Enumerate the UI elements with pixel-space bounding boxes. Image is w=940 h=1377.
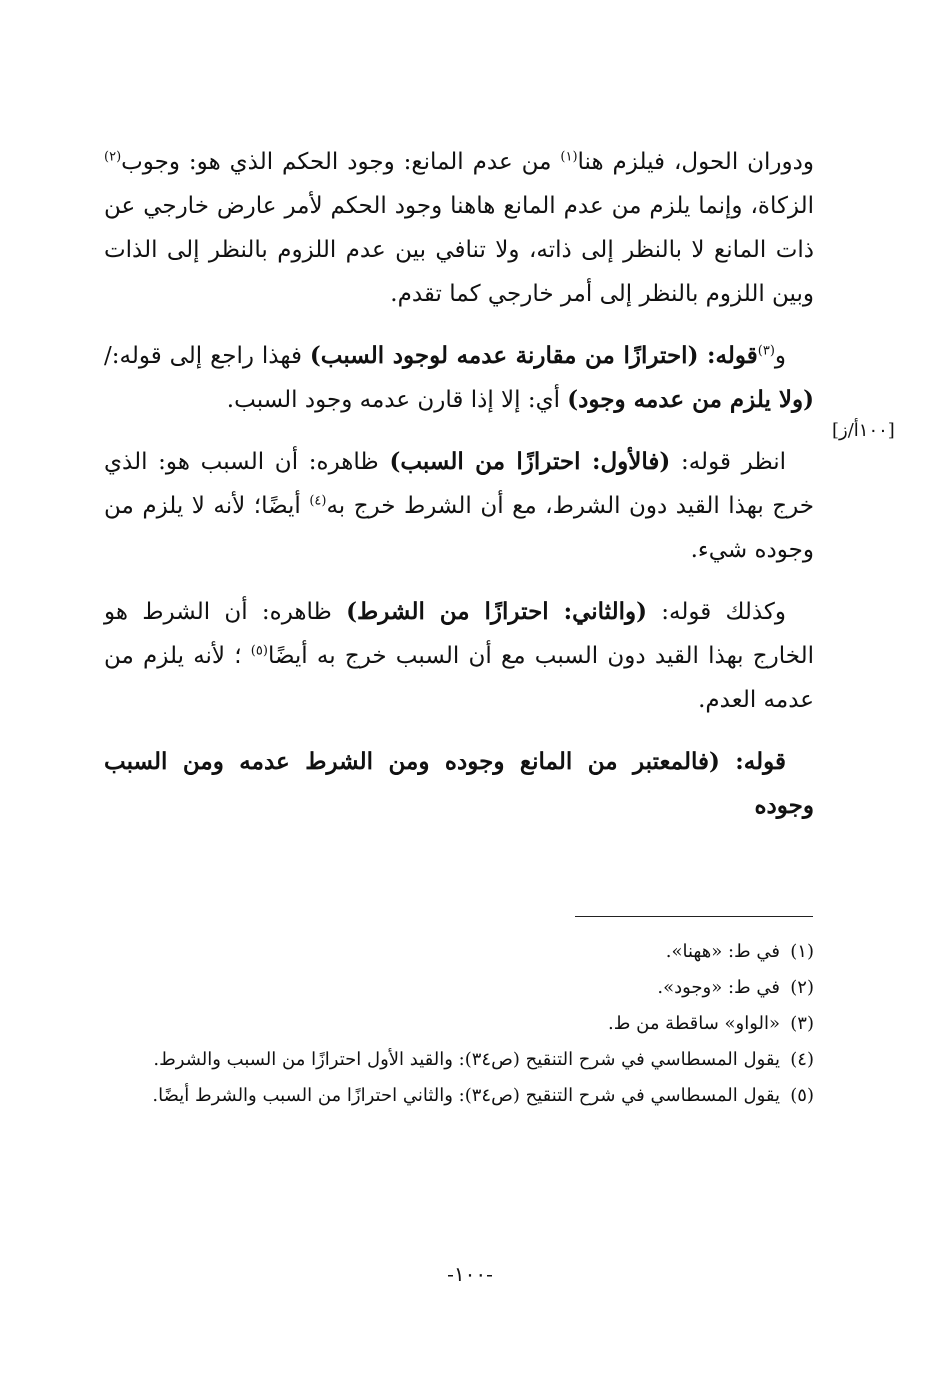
text-run: انظر قوله: <box>670 449 787 475</box>
text-run: ظاهره: أن السبب هو: الذي خرج بهذا القيد دون الشرط، مع أن الشرط خرج به <box>104 449 814 519</box>
quoted-text-bold: (والثاني: احترازًا من الشرط) <box>346 598 648 625</box>
quoted-text-bold: قوله: (فالمعتبر من المانع وجوده ومن الشرط عدمه ومن السبب وجوده <box>104 748 814 819</box>
text-run: ظاهره: أن الشرط هو الخارج بهذا القيد دون السبب مع أن السبب خرج به أيضًا <box>104 599 814 669</box>
footnote-text: يقول المسطاسي في شرح التنقيح (ص٣٤): والقيد الأول احترازًا من السبب والشرط. <box>153 1049 780 1070</box>
footnote-ref-2[interactable]: (٢) <box>104 149 122 165</box>
manuscript-folio-note: [١٠٠أ/ز] <box>832 420 895 441</box>
footnote-text: يقول المسطاسي في شرح التنقيح (ص٣٤): والثاني احترازًا من السبب والشرط أيضًا. <box>152 1085 780 1106</box>
footnote-item <box>104 970 814 1006</box>
text-run: أي: إلا إذا قارن عدمه وجود السبب. <box>226 387 568 413</box>
footnote-number: (٥) <box>790 1085 814 1106</box>
paragraph-2 <box>104 334 814 422</box>
footnote-ref-3[interactable]: (٣) <box>757 343 775 359</box>
text-run-bold: قوله: <box>698 342 758 369</box>
footnote-item <box>104 934 814 970</box>
text-run: الزكاة، وإنما يلزم من عدم المانع هاهنا وجود الحكم لأمر عارض خارجي عن ذات المانع لا بالنظر إلى ذاته، ولا تنافي بين عدم اللزوم بالنظر إلى الذات وبين اللزوم بالنظر إلى أمر خارجي كما تقدم. <box>104 193 814 307</box>
footnote-text: في ط: «وجود». <box>657 977 780 998</box>
text-run: ودوران الحول، فيلزم هنا <box>577 149 814 175</box>
footnote-number: (٢) <box>790 977 814 998</box>
text-run: من عدم المانع: وجود الحكم الذي هو: وجوب <box>121 149 561 175</box>
footnote-divider <box>575 916 813 917</box>
footnote-number: (٣) <box>790 1013 814 1034</box>
quoted-text-bold: (احترازًا من مقارنة عدمه لوجود السبب) <box>309 342 699 369</box>
footnote-ref-5[interactable]: (٥) <box>250 643 268 659</box>
quoted-text-bold: (فالأول: احترازًا من السبب) <box>389 448 671 475</box>
text-run: أيضًا؛ لأنه لا يلزم من وجوده شيء. <box>104 493 814 563</box>
paragraph-5 <box>104 740 814 828</box>
paragraph-4 <box>104 590 814 722</box>
quoted-text-bold: (ولا يلزم من عدمه وجود) <box>567 386 814 413</box>
footnote-item <box>104 1078 814 1114</box>
text-run: فهذا راجع إلى قوله:/ <box>104 343 310 369</box>
footnotes <box>104 934 814 1114</box>
footnote-number: (١) <box>790 941 814 962</box>
paragraph-3 <box>104 440 814 572</box>
main-text <box>104 140 814 846</box>
footnote-ref-4[interactable]: (٤) <box>309 493 327 509</box>
text-run: ؛ لأنه يلزم من عدمه العدم. <box>104 643 814 713</box>
text-run: وكذلك قوله: <box>647 599 786 625</box>
footnote-number: (٤) <box>790 1049 814 1070</box>
footnote-text: «الواو» ساقطة من ط. <box>608 1013 780 1034</box>
page-number: -١٠٠- <box>447 1262 493 1286</box>
footnote-item <box>104 1042 814 1078</box>
footnote-ref-1[interactable]: (١) <box>560 149 578 165</box>
text-run: و <box>774 343 786 369</box>
paragraph-1 <box>104 140 814 316</box>
footnote-item <box>104 1006 814 1042</box>
footnote-text: في ط: «ههنا». <box>665 941 780 962</box>
